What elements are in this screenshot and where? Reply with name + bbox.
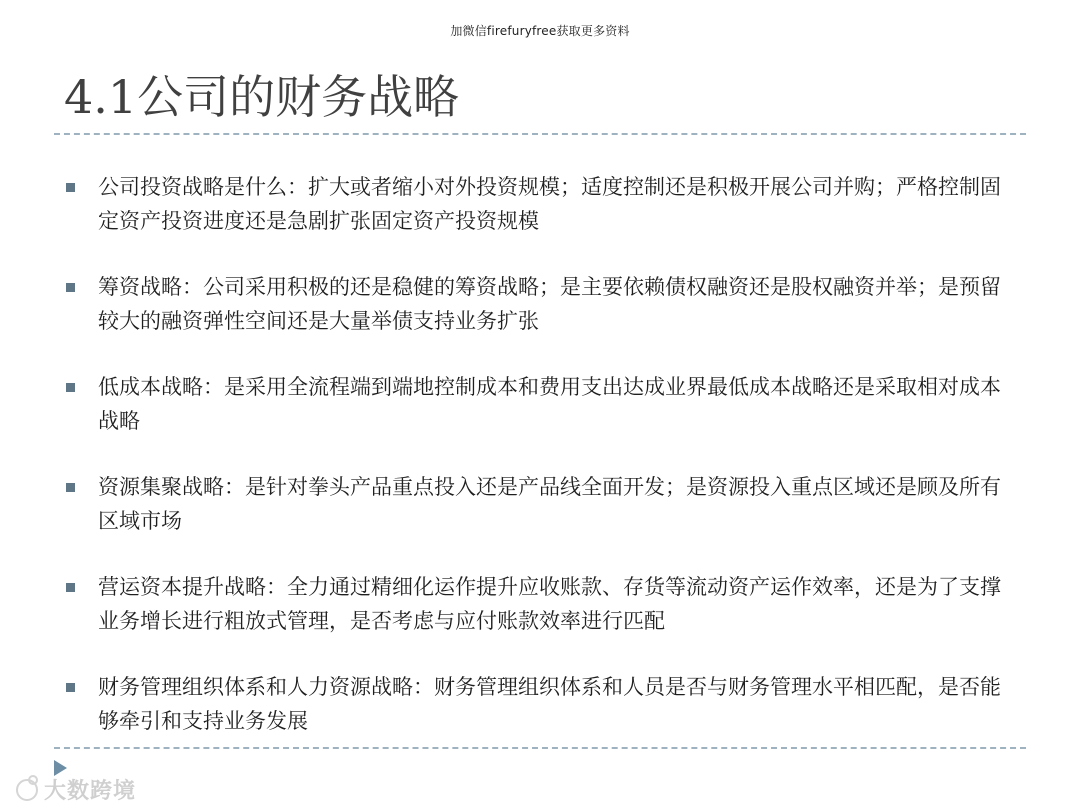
- square-bullet-icon: [66, 383, 75, 392]
- title-divider: [54, 133, 1026, 135]
- bullet-item: [66, 370, 1016, 438]
- bullet-item: [66, 670, 1016, 738]
- square-bullet-icon: [66, 283, 75, 292]
- bullet-text: 低成本战略：是采用全流程端到端地控制成本和费用支出达成业界最低成本战略还是采取相对成本战略: [98, 375, 1001, 433]
- square-bullet-icon: [66, 683, 75, 692]
- watermark: [16, 774, 136, 805]
- bullet-item: [66, 570, 1016, 638]
- logo-icon: [16, 779, 38, 801]
- bullet-item: [66, 470, 1016, 538]
- footer-divider: [54, 747, 1026, 749]
- square-bullet-icon: [66, 583, 75, 592]
- bullet-text: 筹资战略：公司采用积极的还是稳健的筹资战略；是主要依赖债权融资还是股权融资并举；是预留较大的融资弹性空间还是大量举债支持业务扩张: [98, 275, 1001, 333]
- bullet-item: [66, 270, 1016, 338]
- square-bullet-icon: [66, 183, 75, 192]
- square-bullet-icon: [66, 483, 75, 492]
- top-note: 加微信firefuryfree获取更多资料: [450, 24, 630, 38]
- watermark-text: 大数跨境: [44, 779, 137, 804]
- bullet-text: 公司投资战略是什么：扩大或者缩小对外投资规模；适度控制还是积极开展公司并购；严格控制固定资产投资进度还是急剧扩张固定资产投资规模: [98, 175, 1001, 233]
- bullet-list: [66, 170, 1016, 770]
- bullet-item: [66, 170, 1016, 238]
- slide-title: 4.1公司的财务战略: [64, 70, 460, 124]
- bullet-text: 资源集聚战略：是针对拳头产品重点投入还是产品线全面开发；是资源投入重点区域还是顾及所有区域市场: [98, 475, 1001, 533]
- bullet-text: 财务管理组织体系和人力资源战略：财务管理组织体系和人员是否与财务管理水平相匹配，是否能够牵引和支持业务发展: [98, 675, 1001, 733]
- bullet-text: 营运资本提升战略：全力通过精细化运作提升应收账款、存货等流动资产运作效率，还是为了支撑业务增长进行粗放式管理，是否考虑与应付账款效率进行匹配: [98, 575, 1001, 633]
